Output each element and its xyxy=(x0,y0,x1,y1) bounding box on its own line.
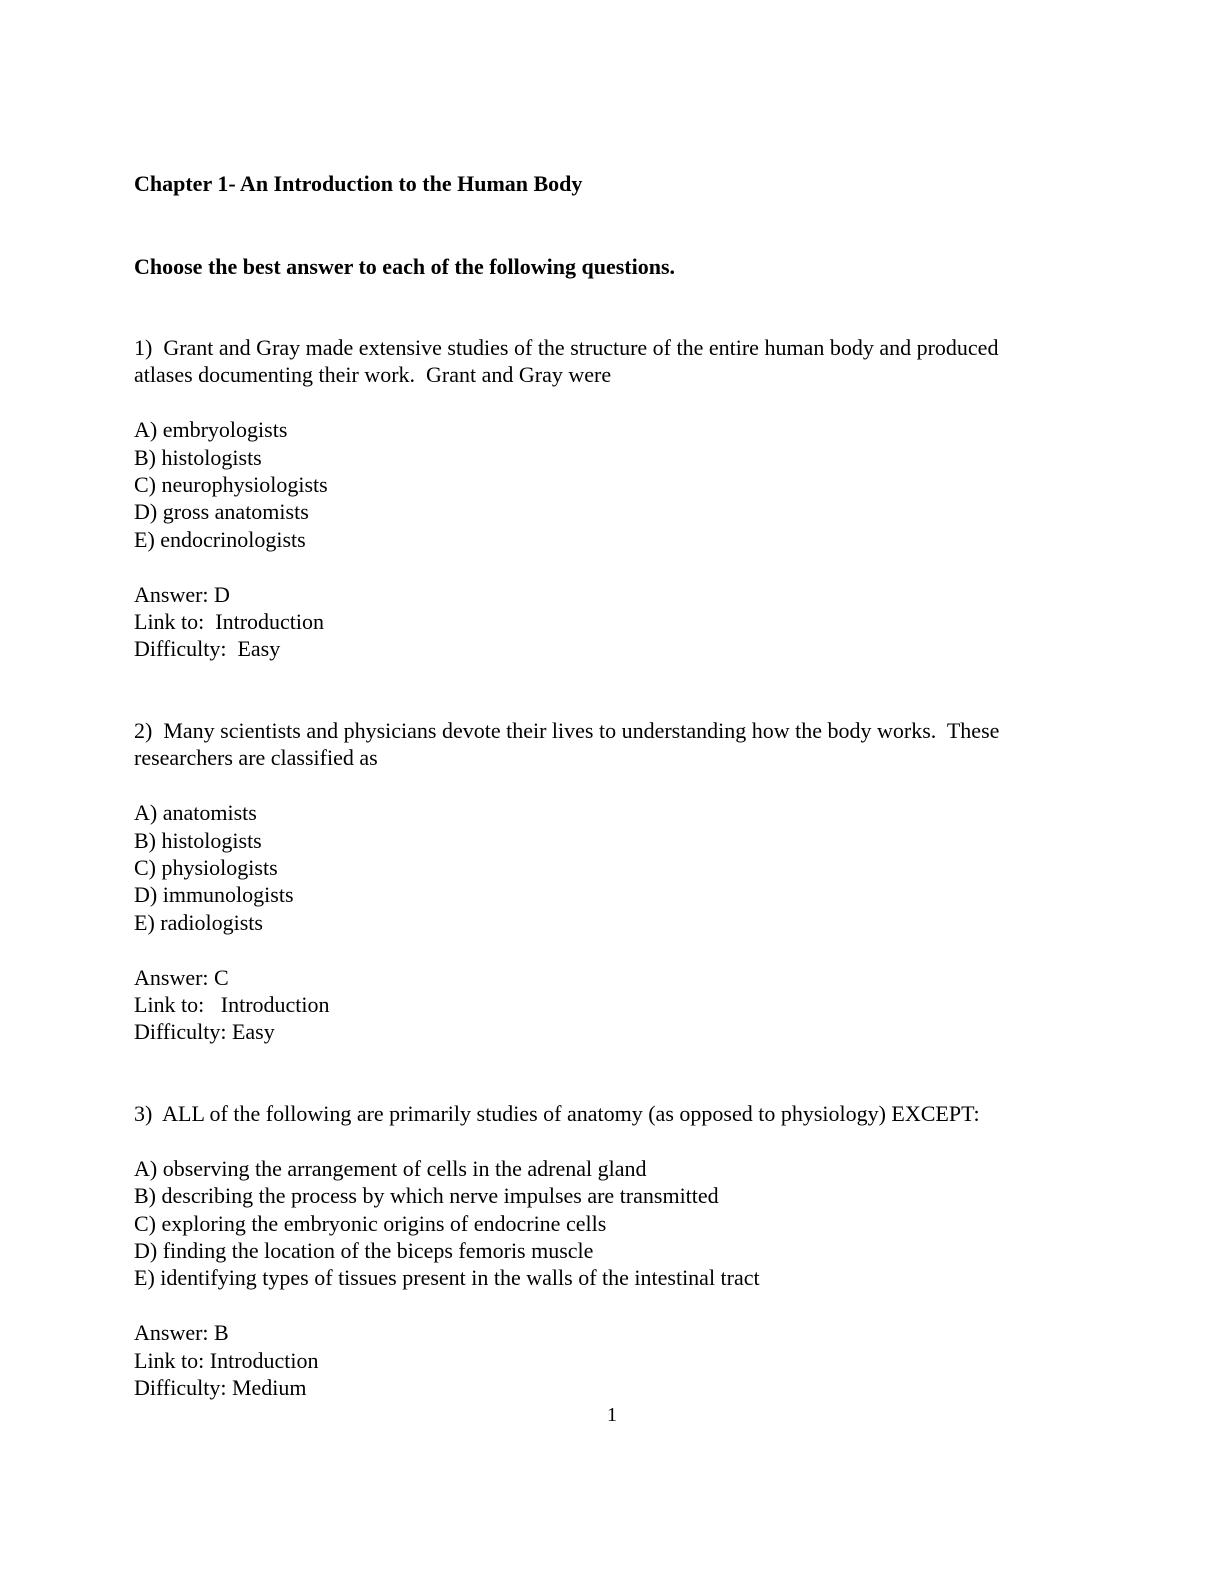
difficulty: Difficulty: Medium xyxy=(134,1374,307,1400)
answer-key: Answer: C xyxy=(134,964,229,990)
answer-option: C) physiologists xyxy=(134,854,278,880)
answer-option: A) anatomists xyxy=(134,800,257,826)
answer-option: E) radiologists xyxy=(134,909,263,935)
answer-option: E) identifying types of tissues present in the walls of the intestinal tract xyxy=(134,1265,760,1291)
answer-option: D) gross anatomists xyxy=(134,499,309,525)
answer-option: A) embryologists xyxy=(134,417,288,443)
answer-option: E) endocrinologists xyxy=(134,526,306,552)
answer-option: B) describing the process by which nerve impulses are transmitted xyxy=(134,1183,719,1209)
question-stem-line: atlases documenting their work. Grant and Gray were xyxy=(134,362,612,388)
answer-option: D) finding the location of the biceps femoris muscle xyxy=(134,1237,594,1263)
answer-key: Answer: D xyxy=(134,581,230,607)
answer-option: C) neurophysiologists xyxy=(134,471,328,497)
answer-option: C) exploring the embryonic origins of endocrine cells xyxy=(134,1210,607,1236)
difficulty: Difficulty: Easy xyxy=(134,636,281,662)
question-stem-line: researchers are classified as xyxy=(134,745,378,771)
difficulty: Difficulty: Easy xyxy=(134,1019,275,1045)
page-number: 1 xyxy=(607,1404,617,1426)
question-3 xyxy=(134,1100,1094,1401)
question-2 xyxy=(134,717,1094,1046)
question-1 xyxy=(134,334,1094,663)
link-to: Link to: Introduction xyxy=(134,991,330,1017)
answer-option: B) histologists xyxy=(134,444,262,470)
instructions: Choose the best answer to each of the following questions. xyxy=(134,254,676,279)
link-to: Link to: Introduction xyxy=(134,1347,319,1373)
answer-key: Answer: B xyxy=(134,1320,229,1346)
chapter-title: Chapter 1- An Introduction to the Human Body xyxy=(134,171,583,196)
question-stem-line: 1) Grant and Gray made extensive studies of the structure of the entire human body and produced xyxy=(134,335,999,360)
answer-option: D) immunologists xyxy=(134,882,294,908)
link-to: Link to: Introduction xyxy=(134,608,325,634)
answer-option: B) histologists xyxy=(134,827,262,853)
question-stem-line: 3) ALL of the following are primarily studies of anatomy (as opposed to physiology) EXCEPT: xyxy=(134,1101,980,1126)
question-stem-line: 2) Many scientists and physicians devote their lives to understanding how the body works. These xyxy=(134,718,1000,743)
answer-option: A) observing the arrangement of cells in the adrenal gland xyxy=(134,1155,647,1181)
